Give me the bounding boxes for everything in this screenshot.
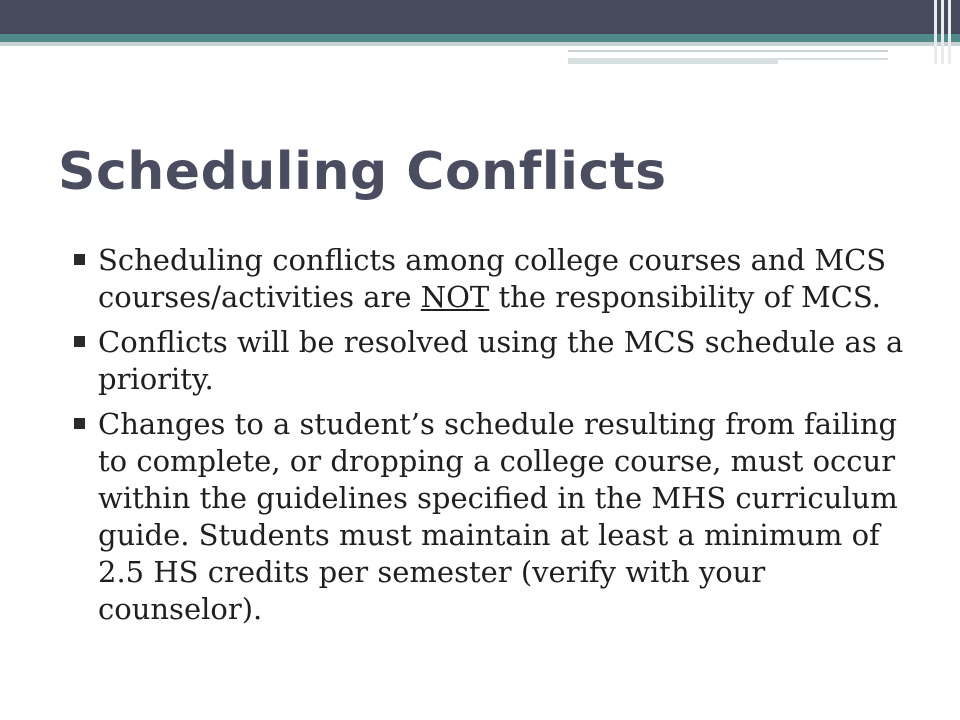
header-band-dark <box>0 0 960 34</box>
header-accent-line <box>568 58 778 64</box>
corner-decoration <box>932 0 960 64</box>
bullet-list <box>72 242 922 636</box>
header-accent-line <box>568 50 888 52</box>
square-bullet-icon <box>74 336 85 347</box>
bullet-item <box>72 242 922 316</box>
bullet-text: Conflicts will be resolved using the MCS schedule as a priority. <box>98 325 904 396</box>
header-band-gray <box>0 42 960 46</box>
square-bullet-icon <box>74 418 85 429</box>
bullet-text: Changes to a student’s schedule resulting from failing to complete, or dropping a college course, must occur within the guidelines specified in the MHS curriculum guide. Students must maintain at least a minimum of 2.5 HS credits per semester (verify with your counselor). <box>98 407 898 626</box>
bullet-item <box>72 406 922 628</box>
emphasis-text: NOT <box>420 280 490 314</box>
header-accent-line <box>778 58 888 60</box>
bullet-item <box>72 324 922 398</box>
header-band-teal <box>0 34 960 42</box>
square-bullet-icon <box>74 254 85 265</box>
bullet-text: Scheduling conflicts among college courses and MCS courses/activities are NOT the responsibility of MCS. <box>98 243 887 314</box>
slide-title: Scheduling Conflicts <box>58 142 667 202</box>
